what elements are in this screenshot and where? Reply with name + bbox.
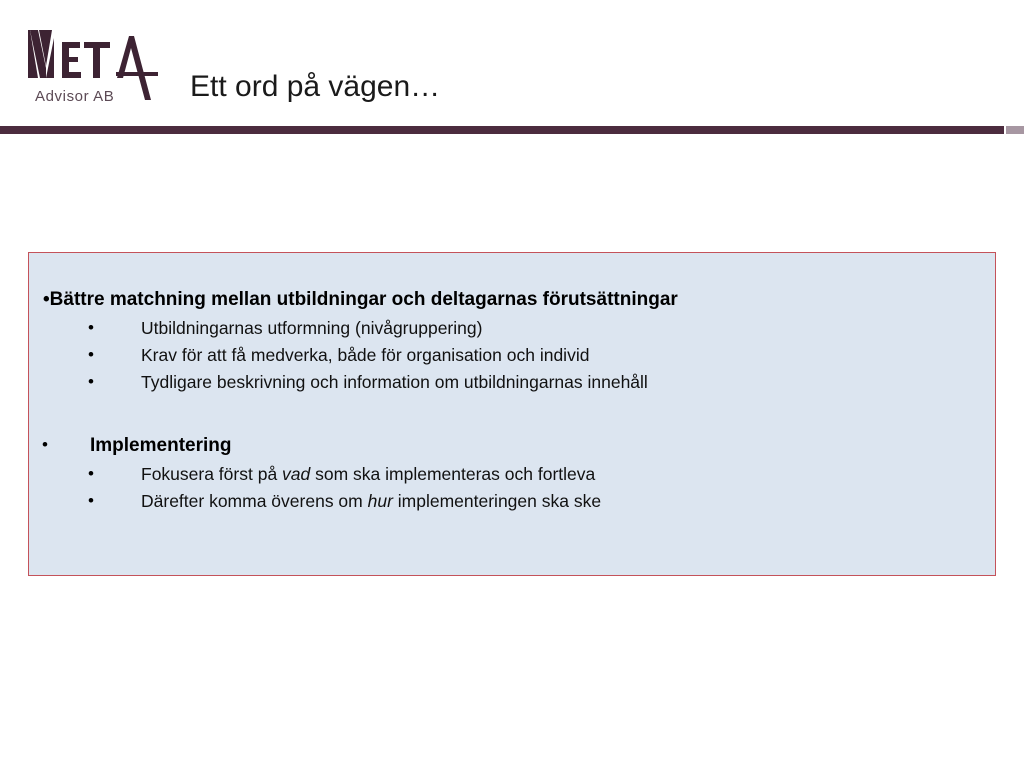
- list-item: Tydligare beskrivning och information om utbildningarnas innehåll: [141, 372, 648, 392]
- list-bullet: •: [88, 345, 94, 364]
- list-bullet: •: [88, 372, 94, 391]
- emphasis: vad: [282, 464, 311, 484]
- section-heading-text: Bättre matchning mellan utbildningar och deltagarnas förutsättningar: [49, 289, 678, 310]
- slide-title: Ett ord på vägen…: [190, 70, 441, 103]
- header-divider-end: [1006, 126, 1024, 134]
- list-item: Fokusera först på vad som ska implementeras och fortleva: [141, 464, 596, 484]
- section-heading-2: Implementering: [90, 435, 232, 456]
- list-item: Därefter komma överens om hur implementeringen ska ske: [141, 491, 602, 511]
- header-divider: [0, 126, 1004, 134]
- list-item: Utbildningarnas utformning (nivågruppering): [141, 318, 483, 338]
- company-logo: [26, 28, 162, 106]
- section-bullet: •: [43, 289, 50, 310]
- list-item: Krav för att få medverka, både för organisation och individ: [141, 345, 590, 365]
- section-heading-1: [43, 288, 678, 312]
- section-bullet: •: [42, 435, 48, 454]
- logo-subtitle: Advisor AB: [35, 88, 115, 105]
- list-bullet: •: [88, 318, 94, 337]
- list-bullet: •: [88, 464, 94, 483]
- content-box: [28, 252, 996, 576]
- list-bullet: •: [88, 491, 94, 510]
- emphasis: hur: [367, 491, 393, 511]
